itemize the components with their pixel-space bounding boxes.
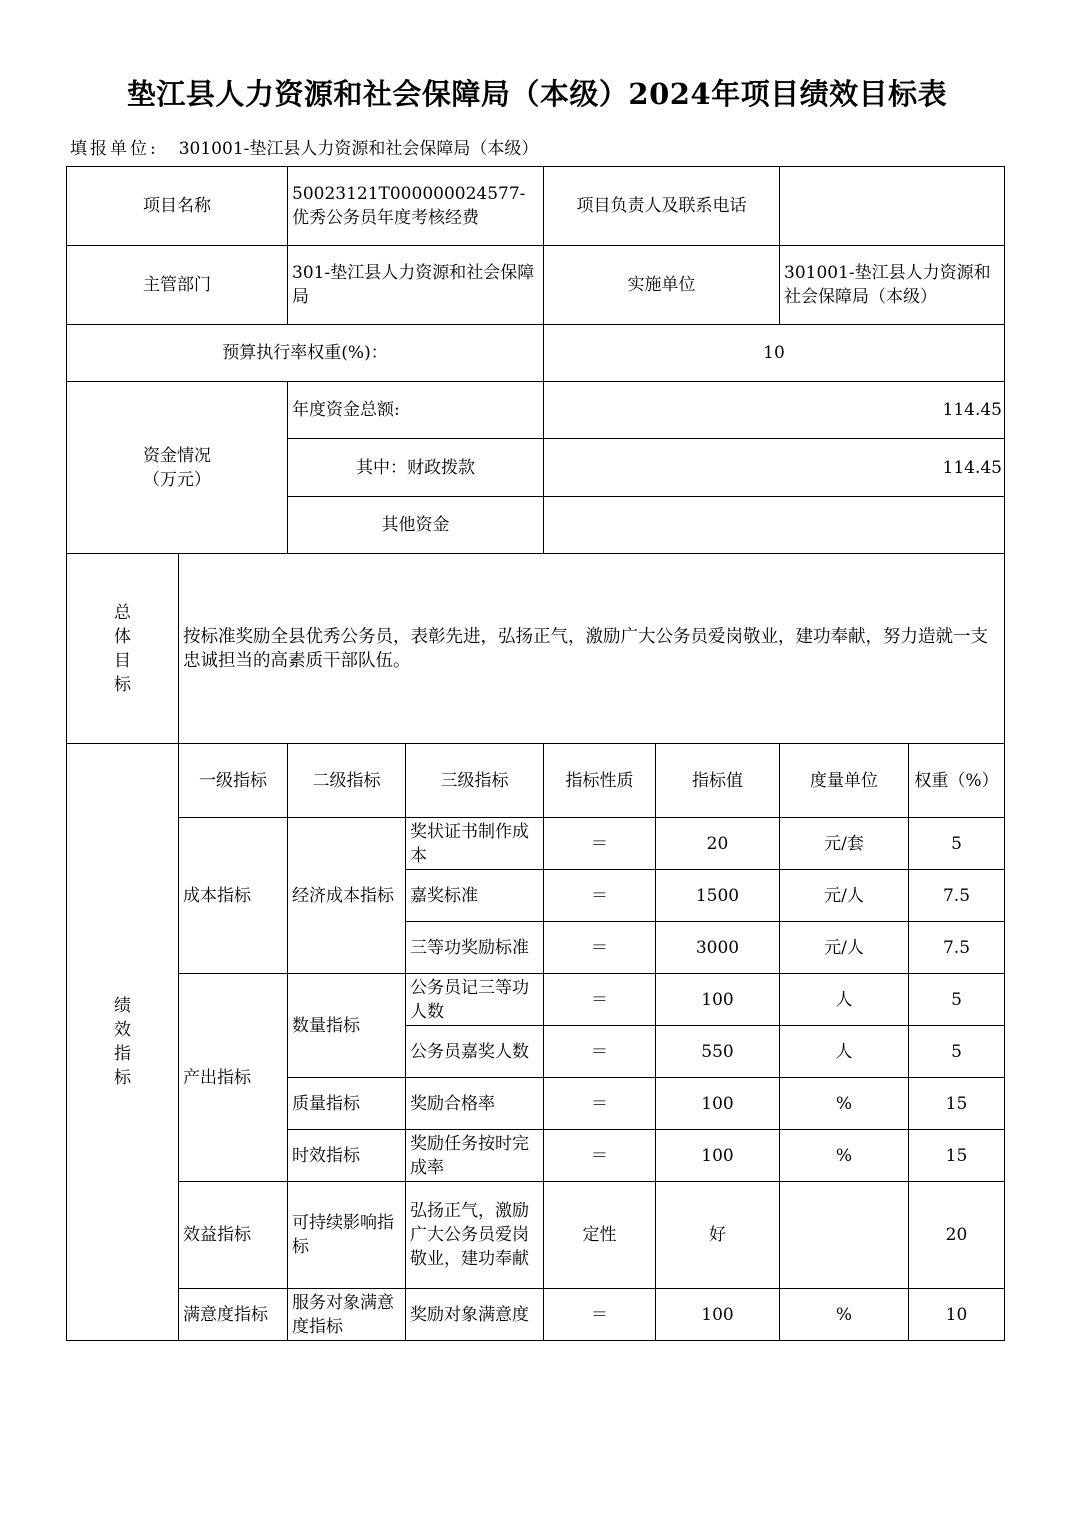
value-cell: 1500 (656, 870, 780, 922)
level1-cost: 成本指标 (179, 818, 288, 974)
contact-value (780, 167, 1005, 246)
unit-cell: 人 (780, 1026, 909, 1078)
value-cell: 好 (656, 1182, 780, 1289)
table-row (67, 818, 1005, 870)
goal-label-char: 标 (114, 674, 131, 695)
level2-sustainable: 可持续影响指标 (288, 1182, 406, 1289)
indicators-label-char: 绩 (114, 996, 131, 1016)
dept-value: 301-垫江县人力资源和社会保障局 (288, 246, 544, 325)
level2-economic-cost: 经济成本指标 (288, 818, 406, 974)
impl-label: 实施单位 (544, 246, 780, 325)
unit-cell: 元/人 (780, 922, 909, 974)
filler-unit (70, 134, 538, 159)
header-weight: 权重（%） (909, 744, 1005, 818)
project-name-label: 项目名称 (67, 167, 288, 246)
unit-cell: % (780, 1289, 909, 1341)
nature-cell: ＝ (544, 818, 656, 870)
funds-fiscal-value: 114.45 (544, 439, 1005, 497)
level3-cell: 三等功奖励标准 (406, 922, 544, 974)
weight-cell: 7.5 (909, 870, 1005, 922)
weight-cell: 5 (909, 974, 1005, 1026)
header-nature: 指标性质 (544, 744, 656, 818)
level2-quantity: 数量指标 (288, 974, 406, 1078)
level2-service-satisfaction: 服务对象满意度指标 (288, 1289, 406, 1341)
weight-cell: 5 (909, 1026, 1005, 1078)
value-cell: 100 (656, 1289, 780, 1341)
funds-unit: （万元） (143, 469, 211, 490)
unit-cell: % (780, 1078, 909, 1130)
level1-benefit: 效益指标 (179, 1182, 288, 1289)
header-level2: 二级指标 (288, 744, 406, 818)
goal-label-char: 目 (114, 650, 131, 671)
weight-cell: 7.5 (909, 922, 1005, 974)
level3-cell: 奖励合格率 (406, 1078, 544, 1130)
contact-label: 项目负责人及联系电话 (544, 167, 780, 246)
level3-cell: 公务员记三等功人数 (406, 974, 544, 1026)
level1-satisfaction: 满意度指标 (179, 1289, 288, 1341)
funds-other-value (544, 497, 1005, 554)
level3-cell: 嘉奖标准 (406, 870, 544, 922)
header-level1: 一级指标 (179, 744, 288, 818)
nature-cell: ＝ (544, 922, 656, 974)
level1-output: 产出指标 (179, 974, 288, 1182)
table-row (67, 974, 1005, 1026)
nature-cell: ＝ (544, 1130, 656, 1182)
indicators-label-char: 指 (114, 1044, 131, 1064)
level3-cell: 奖励任务按时完成率 (406, 1130, 544, 1182)
weight-cell: 10 (909, 1289, 1005, 1341)
funds-fiscal-label: 其中：财政拨款 (288, 439, 544, 497)
level3-cell: 公务员嘉奖人数 (406, 1026, 544, 1078)
funds-total-value: 114.45 (544, 382, 1005, 439)
value-cell: 100 (656, 1130, 780, 1182)
indicators-label-char: 标 (114, 1068, 131, 1088)
level3-cell: 弘扬正气，激励广大公务员爱岗敬业，建功奉献 (406, 1182, 544, 1289)
unit-cell: 元/套 (780, 818, 909, 870)
header-unit: 度量单位 (780, 744, 909, 818)
page-title: 垫江县人力资源和社会保障局（本级）2024年项目绩效目标表 (126, 77, 948, 111)
performance-target-table (66, 166, 1005, 1341)
header-level3: 三级指标 (406, 744, 544, 818)
weight-cell: 15 (909, 1130, 1005, 1182)
budget-weight-value: 10 (544, 325, 1005, 382)
budget-weight-label: 预算执行率权重(%)： (67, 325, 544, 382)
level2-quality: 质量指标 (288, 1078, 406, 1130)
level3-cell: 奖状证书制作成本 (406, 818, 544, 870)
unit-cell: 人 (780, 974, 909, 1026)
goal-text: 按标准奖励全县优秀公务员，表彰先进，弘扬正气，激励广大公务员爱岗敬业，建功奉献，努力造就一支忠诚担当的高素质干部队伍。 (179, 554, 1005, 744)
nature-cell: ＝ (544, 1078, 656, 1130)
project-name-value: 50023121T000000024577-优秀公务员年度考核经费 (288, 167, 544, 246)
nature-cell: ＝ (544, 1026, 656, 1078)
filler-unit-value: 301001-垫江县人力资源和社会保障局（本级） (178, 139, 539, 159)
nature-cell: ＝ (544, 1289, 656, 1341)
nature-cell: ＝ (544, 974, 656, 1026)
impl-value: 301001-垫江县人力资源和社会保障局（本级） (780, 246, 1005, 325)
dept-label: 主管部门 (67, 246, 288, 325)
goal-label-char: 总 (114, 602, 131, 623)
nature-cell: ＝ (544, 870, 656, 922)
weight-cell: 5 (909, 818, 1005, 870)
goal-label (67, 554, 179, 744)
value-cell: 550 (656, 1026, 780, 1078)
table-row (67, 1289, 1005, 1341)
funds-label-cell (67, 382, 288, 554)
table-row (67, 1182, 1005, 1289)
nature-cell: 定性 (544, 1182, 656, 1289)
funds-other-label: 其他资金 (288, 497, 544, 554)
filler-unit-label: 填报单位: (70, 139, 159, 159)
unit-cell (780, 1182, 909, 1289)
value-cell: 100 (656, 1078, 780, 1130)
weight-cell: 15 (909, 1078, 1005, 1130)
value-cell: 100 (656, 974, 780, 1026)
indicators-label (67, 744, 179, 1341)
funds-total-label: 年度资金总额: (288, 382, 544, 439)
funds-label: 资金情况 (143, 445, 211, 466)
value-cell: 20 (656, 818, 780, 870)
indicators-label-char: 效 (114, 1020, 131, 1040)
goal-label-char: 体 (114, 626, 131, 647)
unit-cell: % (780, 1130, 909, 1182)
unit-cell: 元/人 (780, 870, 909, 922)
header-value: 指标值 (656, 744, 780, 818)
weight-cell: 20 (909, 1182, 1005, 1289)
level3-cell: 奖励对象满意度 (406, 1289, 544, 1341)
level2-timeliness: 时效指标 (288, 1130, 406, 1182)
value-cell: 3000 (656, 922, 780, 974)
